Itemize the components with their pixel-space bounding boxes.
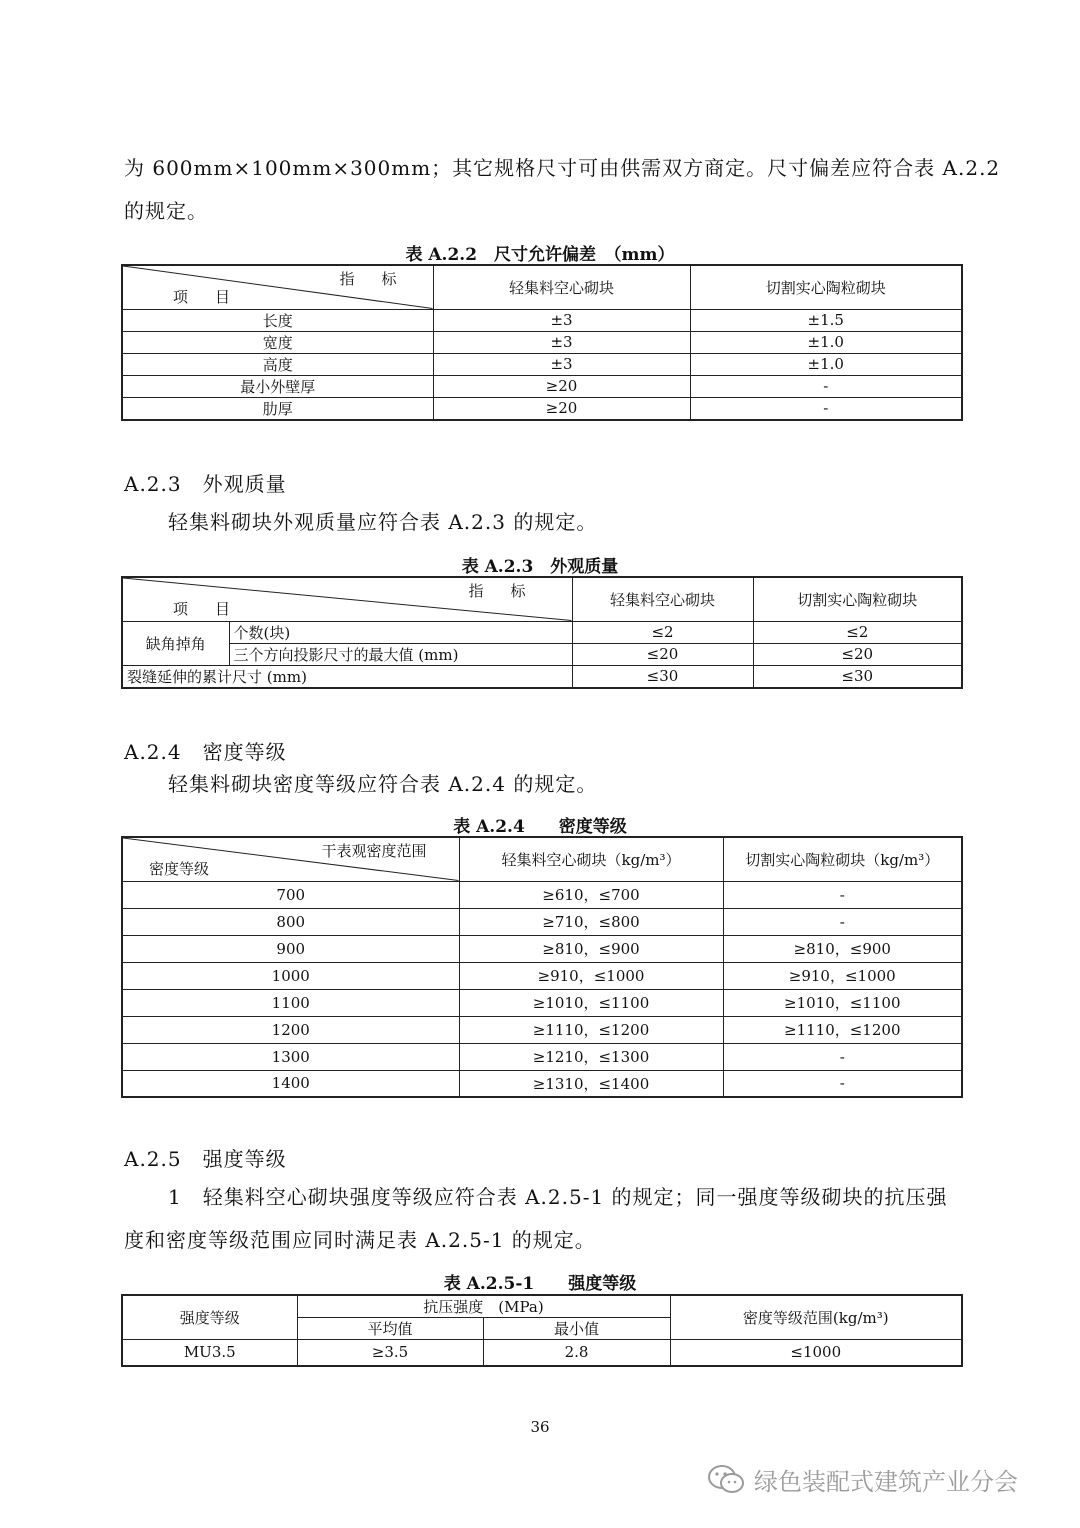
- table-row: [122, 665, 962, 688]
- row-col1: ≤20: [572, 643, 753, 665]
- row-col2: -: [723, 1070, 962, 1097]
- intro-line-1: 为 600mm×100mm×300mm；其它规格尺寸可由供需双方商定。尺寸偏差应符合表 A.2.2: [124, 156, 1001, 180]
- watermark: [706, 1462, 1018, 1497]
- header-minimum: 最小值: [483, 1318, 670, 1340]
- table-row: [122, 309, 962, 331]
- row-item: 宽度: [122, 331, 433, 353]
- header-item-label: 项 目: [173, 287, 237, 306]
- row-col1: ±3: [433, 331, 690, 353]
- table-a24-col2-header: 切割实心陶粒砌块（kg/m³）: [723, 837, 962, 881]
- table-a23-caption: 表 A.2.3 外观质量: [461, 557, 619, 577]
- row-col1: ≥1210，≤1300: [459, 1043, 723, 1070]
- row-group-label: 缺角掉角: [122, 621, 229, 665]
- row-col1: ≥710，≤800: [459, 908, 723, 935]
- row-item: 最小外壁厚: [122, 375, 433, 397]
- row-col2: ≤20: [753, 643, 962, 665]
- table-row: [122, 881, 962, 908]
- row-grade: 1000: [122, 962, 459, 989]
- table-row: [122, 621, 962, 643]
- watermark-text: 绿色装配式建筑产业分会: [754, 1468, 1018, 1496]
- section-a23-heading: A.2.3 外观质量: [124, 472, 287, 496]
- row-col1: ≥1010，≤1100: [459, 989, 723, 1016]
- row-col2: -: [723, 881, 962, 908]
- section-a24-heading: A.2.4 密度等级: [124, 740, 287, 764]
- section-a25-line-1: 1 轻集料空心砌块强度等级应符合表 A.2.5-1 的规定；同一强度等级砌块的抗压强: [168, 1185, 948, 1209]
- row-col1: ±3: [433, 309, 690, 331]
- table-row: [122, 331, 962, 353]
- row-grade: 1300: [122, 1043, 459, 1070]
- table-a23: [121, 576, 963, 689]
- table-a24-caption: 表 A.2.4 密度等级: [453, 817, 627, 837]
- row-density: ≤1000: [670, 1340, 962, 1366]
- row-item: 个数(块): [229, 621, 572, 643]
- row-grade: 700: [122, 881, 459, 908]
- row-average: ≥3.5: [297, 1340, 483, 1366]
- row-col2: -: [690, 397, 962, 420]
- header-compressive-strength: 抗压强度 (MPa): [297, 1295, 670, 1318]
- row-col1: ≤2: [572, 621, 753, 643]
- table-row: [122, 1070, 962, 1097]
- row-grade: 1200: [122, 1016, 459, 1043]
- row-col2: ±1.0: [690, 331, 962, 353]
- row-item: 高度: [122, 353, 433, 375]
- table-a23-col1-header: 轻集料空心砌块: [572, 577, 753, 621]
- table-a251-caption: 表 A.2.5-1 强度等级: [443, 1274, 637, 1294]
- row-grade: 1100: [122, 989, 459, 1016]
- header-density-range: 密度等级范围(kg/m³): [670, 1295, 962, 1340]
- row-minimum: 2.8: [483, 1340, 670, 1366]
- row-col1: ≤30: [572, 665, 753, 688]
- table-row: [122, 643, 962, 665]
- row-col1: ≥1310，≤1400: [459, 1070, 723, 1097]
- header-item-label: 项 目: [173, 599, 237, 618]
- row-col1: ≥20: [433, 375, 690, 397]
- table-row: [122, 962, 962, 989]
- table-a251: [121, 1294, 963, 1367]
- row-col2: ±1.0: [690, 353, 962, 375]
- row-col2: -: [723, 1043, 962, 1070]
- table-a22: [121, 264, 963, 421]
- table-a23-col2-header: 切割实心陶粒砌块: [753, 577, 962, 621]
- intro-line-2: 的规定。: [124, 199, 208, 223]
- table-row: [122, 908, 962, 935]
- header-density-range-label: 干表观密度范围: [321, 842, 427, 860]
- row-item: 长度: [122, 309, 433, 331]
- row-col2: -: [690, 375, 962, 397]
- row-item: 三个方向投影尺寸的最大值 (mm): [229, 643, 572, 665]
- table-a24: [121, 836, 963, 1098]
- header-average: 平均值: [297, 1318, 483, 1340]
- row-col2: ≤2: [753, 621, 962, 643]
- table-row: [122, 989, 962, 1016]
- row-col2: -: [723, 908, 962, 935]
- row-item: 肋厚: [122, 397, 433, 420]
- row-col2: ≥810，≤900: [723, 935, 962, 962]
- table-row: [122, 1340, 962, 1366]
- table-row: [122, 353, 962, 375]
- table-a24-col1-header: 轻集料空心砌块（kg/m³）: [459, 837, 723, 881]
- table-row: [122, 1043, 962, 1070]
- table-a23-diagonal-header: [122, 577, 572, 621]
- table-row: [122, 397, 962, 420]
- row-col1: ±3: [433, 353, 690, 375]
- row-col2: ±1.5: [690, 309, 962, 331]
- header-indicator-label: 指 标: [468, 582, 532, 600]
- table-a24-diagonal-header: [122, 837, 459, 881]
- row-col1: ≥1110，≤1200: [459, 1016, 723, 1043]
- row-col2: ≥1010，≤1100: [723, 989, 962, 1016]
- row-item: 裂缝延伸的累计尺寸 (mm): [122, 665, 572, 688]
- table-a22-col1-header: 轻集料空心砌块: [433, 265, 690, 309]
- header-indicator-label: 指 标: [339, 270, 403, 288]
- row-col2: ≥1110，≤1200: [723, 1016, 962, 1043]
- table-row: [122, 375, 962, 397]
- header-density-grade-label: 密度等级: [149, 859, 210, 878]
- section-a25-heading: A.2.5 强度等级: [124, 1147, 287, 1171]
- section-a23-text: 轻集料砌块外观质量应符合表 A.2.3 的规定。: [168, 510, 598, 534]
- row-grade: 900: [122, 935, 459, 962]
- table-a22-col2-header: 切割实心陶粒砌块: [690, 265, 962, 309]
- table-row: [122, 1016, 962, 1043]
- row-col1: ≥610，≤700: [459, 881, 723, 908]
- table-row: [122, 935, 962, 962]
- page-number: 36: [530, 1418, 550, 1436]
- table-a22-diagonal-header: [122, 265, 433, 309]
- row-col2: ≤30: [753, 665, 962, 688]
- row-col1: ≥20: [433, 397, 690, 420]
- section-a25-line-2: 度和密度等级范围应同时满足表 A.2.5-1 的规定。: [124, 1228, 596, 1252]
- section-a24-text: 轻集料砌块密度等级应符合表 A.2.4 的规定。: [168, 772, 598, 796]
- row-col1: ≥910，≤1000: [459, 962, 723, 989]
- wechat-icon: [706, 1463, 746, 1497]
- row-grade: 1400: [122, 1070, 459, 1097]
- row-grade: 800: [122, 908, 459, 935]
- row-col2: ≥910，≤1000: [723, 962, 962, 989]
- row-col1: ≥810，≤900: [459, 935, 723, 962]
- row-grade: MU3.5: [122, 1340, 297, 1366]
- header-strength-grade: 强度等级: [122, 1295, 297, 1340]
- table-a22-caption: 表 A.2.2 尺寸允许偏差 （mm）: [405, 245, 675, 265]
